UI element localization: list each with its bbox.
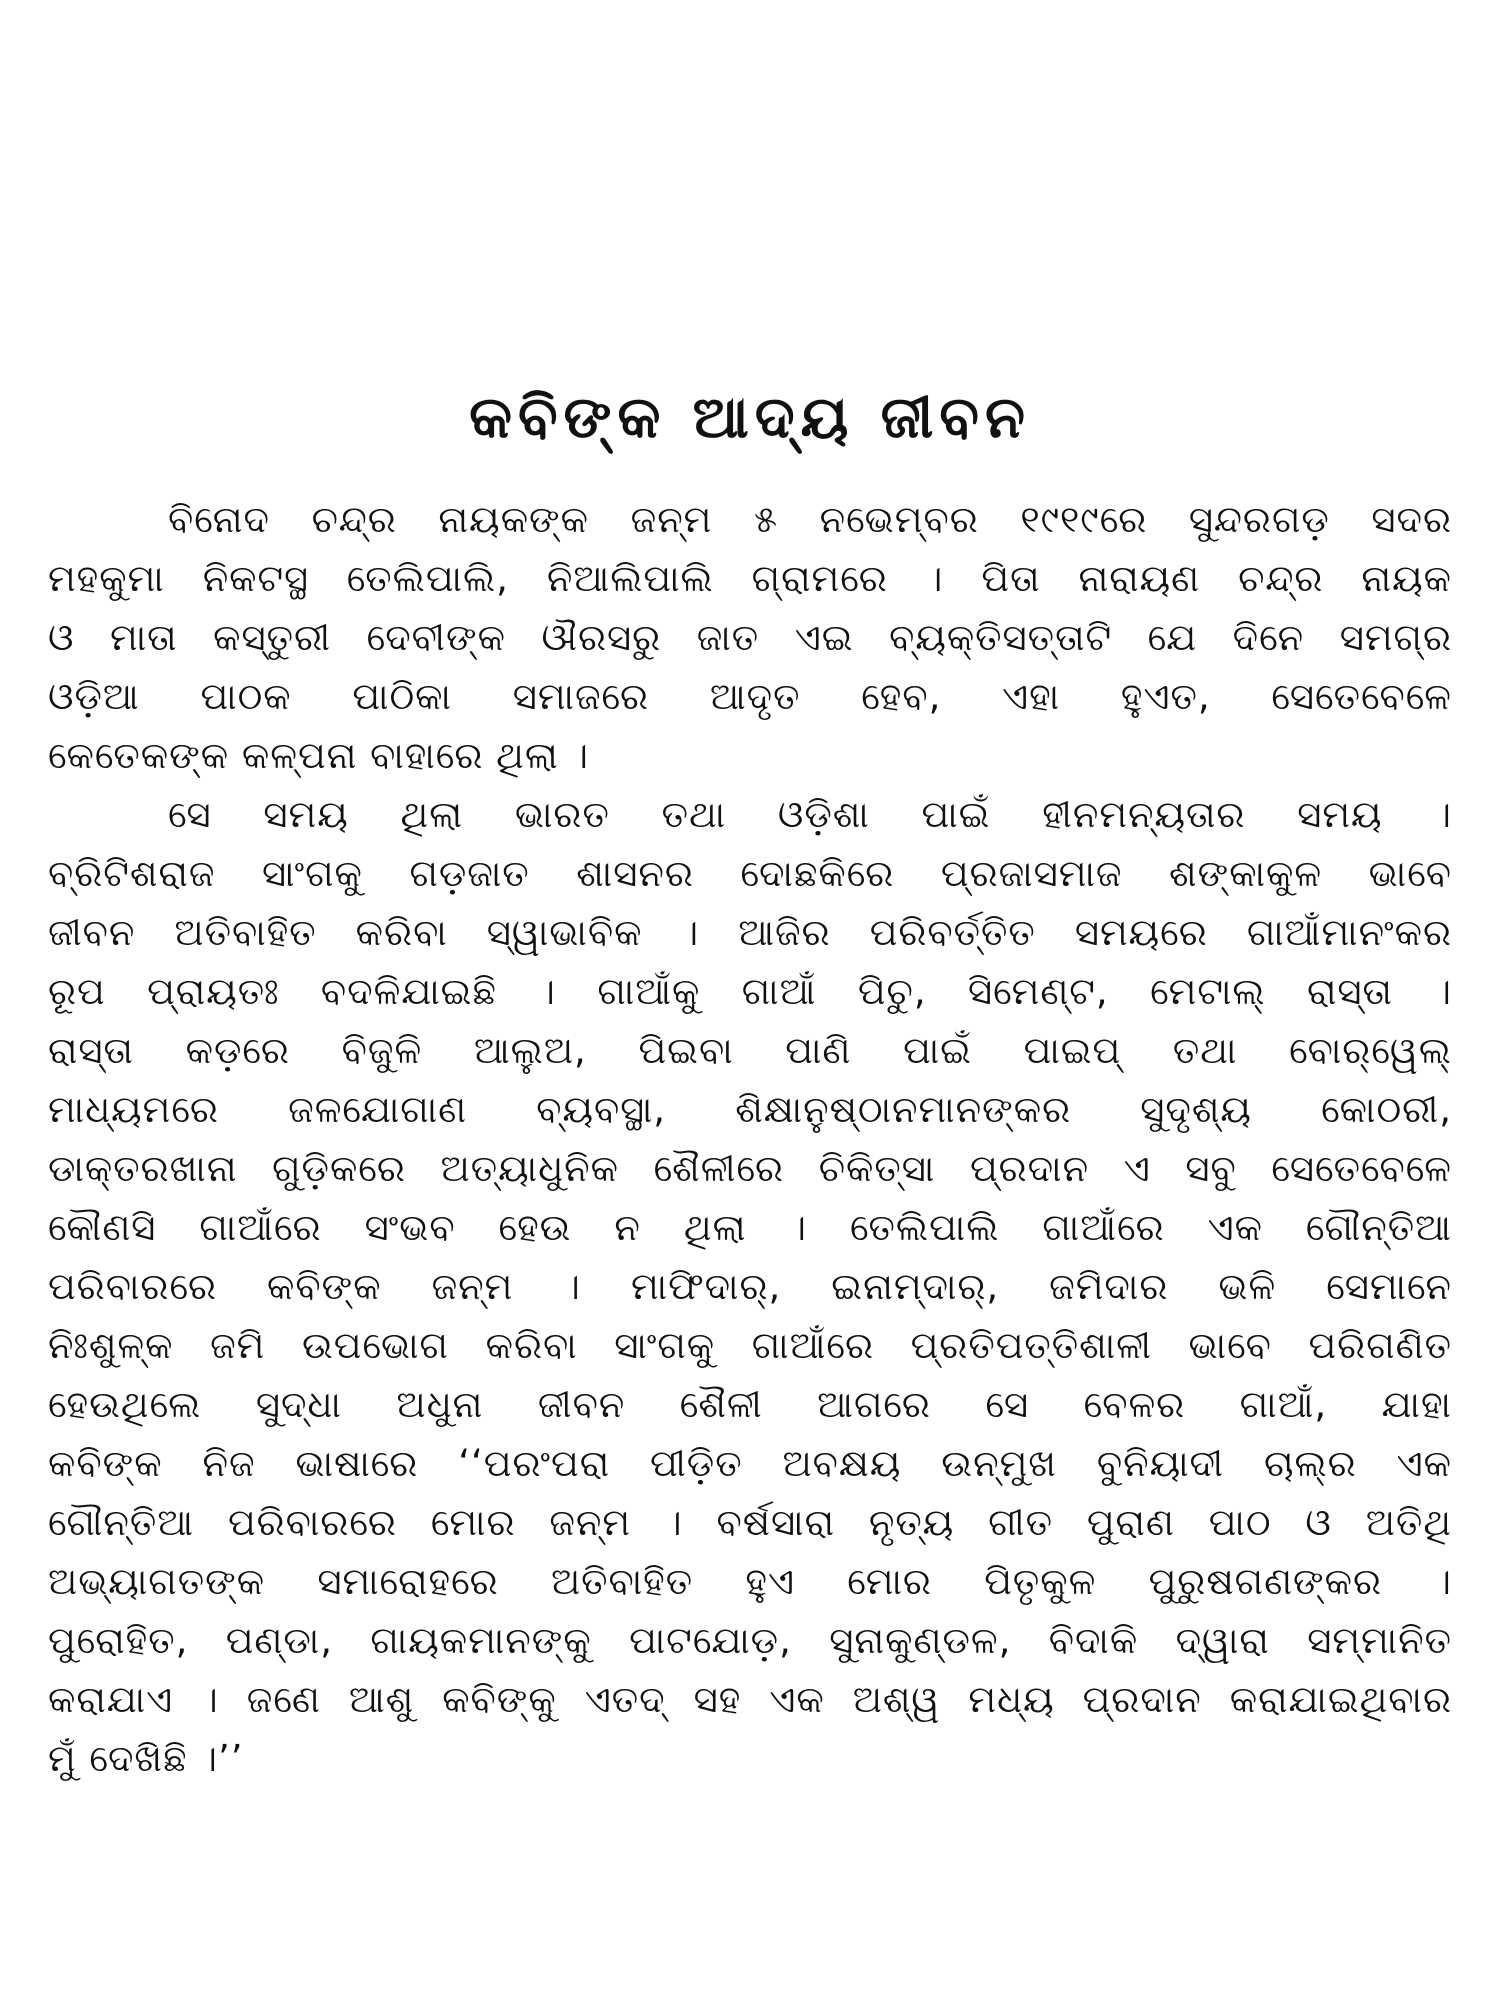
text-line: କରାଯାଏ । ଜଣେ ଆଶୁ କବିଙ୍କୁ ଏତଦ୍ ସହ ଏକ ଅଶ୍ୱ ମଧ୍ୟ ପ୍ରଦାନ କରାଯାଇଥିବାର xyxy=(48,1678,1452,1721)
text-line: ମହକୁମା ନିକଟସ୍ଥ ତେଲିପାଲି, ନିଆଲିପାଲି ଗ୍ରାମରେ । ପିତା ନାରାୟଣ ଚନ୍ଦ୍ର ନାୟକ xyxy=(48,557,1452,600)
text-line: ମାଧ୍ୟମରେ ଜଳଯୋଗାଣ ବ୍ୟବସ୍ଥା, ଶିକ୍ଷାନୁଷ୍ଠାନମାନଙ୍କର ସୁଦୃଶ୍ୟ କୋଠରୀ, xyxy=(48,1088,1452,1131)
text-line: ପରିବାରରେ କବିଙ୍କ ଜନ୍ମ । ମାଫିଦାର୍, ଇନାମ୍‌ଦାର୍, ଜମିଦାର ଭଳି ସେମାନେ xyxy=(48,1265,1452,1308)
text-line: ସେ ସମୟ ଥିଲା ଭାରତ ତଥା ଓଡ଼ିଶା ପାଇଁ ହୀନମନ୍ୟତାର ସମୟ । xyxy=(168,793,1452,836)
body-text xyxy=(48,490,1452,1788)
text-line: ଅଭ୍ୟାଗତଙ୍କ ସମାରୋହରେ ଅତିବାହିତ ହୁଏ ମୋର ପିତୃକୁଳ ପୁରୁଷଗଣଙ୍କର । xyxy=(48,1560,1452,1603)
text-line: ଓଡ଼ିଆ ପାଠକ ପାଠିକା ସମାଜରେ ଆଦୃତ ହେବ, ଏହା ହୁଏତ, ସେତେବେଳେ xyxy=(48,675,1452,718)
text-line: ନିଃଶୁଳ୍କ ଜମି ଉପଭୋଗ କରିବା ସାଂଗକୁ ଗାଆଁରେ ପ୍ରତିପତ୍ତିଶାଳୀ ଭାବେ ପରିଗଣିତ xyxy=(48,1324,1452,1367)
page-title: କବିଙ୍କ ଆଦ୍ୟ ଜୀବନ xyxy=(469,383,1031,451)
text-line: ଡାକ୍ତରଖାନା ଗୁଡ଼ିକରେ ଅତ୍ୟାଧୁନିକ ଶୈଳୀରେ ଚିକିତ୍ସା ପ୍ରଦାନ ଏ ସବୁ ସେତେବେଳେ xyxy=(48,1147,1452,1190)
text-line: ଜୀବନ ଅତିବାହିତ କରିବା ସ୍ୱାଭାବିକ । ଆଜିର ପରିବର୍ତ୍ତିତ ସମୟରେ ଗାଆଁମାନଂକର xyxy=(48,911,1452,954)
text-line: ପୁରୋହିତ, ପଣ୍ଡା, ଗାୟକମାନଙ୍କୁ ପାଟଯୋଡ଼, ସୁନାକୁଣ୍ଡଳ, ବିଦାକି ଦ୍ୱାରା ସମ୍ମାନିତ xyxy=(48,1619,1452,1662)
text-line: ଓ ମାତା କସ୍ତୁରୀ ଦେବୀଙ୍କ ଔରସରୁ ଜାତ ଏଇ ବ୍ୟକ୍ତିସତ୍ତାଟି ଯେ ଦିନେ ସମଗ୍ର xyxy=(48,616,1452,659)
text-line: ରୂପ ପ୍ରାୟତଃ ବଦଳିଯାଇଛି । ଗାଆଁକୁ ଗାଆଁ ପିଚୁ, ସିମେଣ୍ଟ, ମେଟାଲ୍ ରାସ୍ତା । xyxy=(48,970,1452,1013)
text-line: ରାସ୍ତା କଡ଼ରେ ବିଜୁଳି ଆଲୁଅ, ପିଇବା ପାଣି ପାଇଁ ପାଇପ୍ ତଥା ବୋର୍‌ୱେଲ୍ xyxy=(48,1029,1452,1072)
text-line: କବିଙ୍କ ନିଜ ଭାଷାରେ ‘‘ପରଂପରା ପୀଡ଼ିତ ଅବକ୍ଷୟ ଉନ୍ମୁଖ ବୁନିୟାଦୀ ଚାଲ୍‌ର ଏକ xyxy=(48,1442,1452,1485)
text-line: ହେଉଥିଲେ ସୁଦ୍ଧା ଅଧୁନା ଜୀବନ ଶୈଳୀ ଆଗରେ ସେ ବେଳର ଗାଆଁ, ଯାହା xyxy=(48,1383,1452,1426)
text-line: ବ୍ରିଟିଶରାଜ ସାଂଗକୁ ଗଡ଼ଜାତ ଶାସନର ଦୋଛକିରେ ପ୍ରଜାସମାଜ ଶଙ୍କାକୁଳ ଭାବେ xyxy=(48,852,1452,895)
text-line: ମୁଁ ଦେଖିଛି ।’’ xyxy=(48,1737,244,1780)
text-line: କେତେକଙ୍କ କଳ୍ପନା ବାହାରେ ଥିଲା । xyxy=(48,734,590,777)
text-line: କୌଣସି ଗାଆଁରେ ସଂଭବ ହେଉ ନ ଥିଲା । ତେଲିପାଲି ଗାଆଁରେ ଏକ ଗୌନ୍ତିଆ xyxy=(48,1206,1452,1249)
text-line: ବିନୋଦ ଚନ୍ଦ୍ର ନାୟକଙ୍କ ଜନ୍ମ ୫ ନଭେମ୍ବର ୧୯୧୯ରେ ସୁନ୍ଦରଗଡ଼ ସଦର xyxy=(168,498,1452,541)
text-line: ଗୌନ୍ତିଆ ପରିବାରରେ ମୋର ଜନ୍ମ । ବର୍ଷସାରା ନୃତ୍ୟ ଗୀତ ପୁରାଣ ପାଠ ଓ ଅତିଥି xyxy=(48,1501,1452,1544)
